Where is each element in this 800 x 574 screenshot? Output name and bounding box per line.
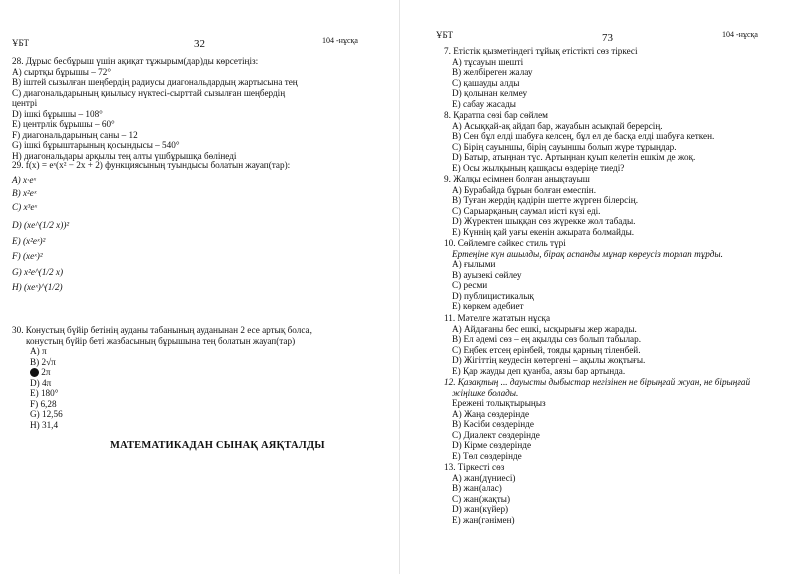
- question-12-instruction: Ережені толықтырыңыз: [452, 398, 546, 408]
- q30-option-e[interactable]: E) 180°: [30, 388, 59, 398]
- q30-option-c[interactable]: [12, 367, 312, 378]
- right-page: [400, 0, 800, 574]
- q29-option-b[interactable]: B) x²eˣ: [12, 188, 37, 198]
- right-page-number: 73: [602, 32, 613, 44]
- q9-option-e[interactable]: Е) Күннің қай уағы екенін ажырата болмайды.: [452, 226, 635, 237]
- q29-option-f[interactable]: F) (xeˣ)²: [12, 251, 43, 261]
- q13-option-e[interactable]: Е) жан(гәнімен): [452, 514, 515, 525]
- q30-option-b[interactable]: B) 2√π: [30, 356, 56, 367]
- question-7: [444, 46, 638, 109]
- q8-option-c[interactable]: С) Бірің сауыншы, бірің сауыншы болып жүре тұрыңдар.: [452, 141, 677, 152]
- test-end-heading: МАТЕМАТИКАДАН СЫНАҚ АЯҚТАЛДЫ: [110, 440, 325, 451]
- left-header-exam: ҰБТ: [12, 38, 30, 48]
- q29-option-h[interactable]: H) (xeˣ)^(1/2): [12, 282, 63, 292]
- q29-option-a[interactable]: A) x·eˣ: [12, 174, 37, 185]
- question-29-title: 29. f(x) = eˣ(x² − 2x + 2) функциясының туындысы болатын жауап(тар):: [12, 160, 291, 170]
- q13-option-a[interactable]: А) жан(дүниесі): [452, 472, 516, 483]
- q10-option-a[interactable]: А) ғылыми: [452, 259, 496, 269]
- q30-option-f[interactable]: F) 6,28: [30, 398, 57, 409]
- question-7-title: 7. Етістік қызметіндегі тұйық етістікті сөз тіркесі: [444, 46, 638, 56]
- q28-option-g[interactable]: G) ішкі бұрыштарының қосындысы – 540°: [12, 140, 180, 150]
- q8-option-a[interactable]: А) Асыққай-ақ айдап бар, жауабын асықпай берерсің.: [452, 120, 663, 131]
- q30-option-h[interactable]: H) 31,4: [30, 419, 59, 430]
- q30-option-a[interactable]: A) π: [30, 346, 47, 356]
- question-11-title: 11. Мәтелге жататын нұсқа: [444, 313, 551, 323]
- q29-option-e[interactable]: E) (x²eˣ)²: [12, 235, 46, 246]
- q12-option-d[interactable]: D) Кірме сөздерінде: [452, 440, 532, 450]
- question-10-sentence: Ертеңіне күн ашылды, бірақ аспанды мұнар көреусіз торлап тұрды.: [452, 248, 723, 259]
- left-header-variant: 104 -нұсқа: [322, 36, 358, 45]
- q9-option-c[interactable]: С) Сарыарқаның саумал иісті күзі еді.: [452, 205, 601, 216]
- q8-option-b[interactable]: В) Сен бұл елді шабуға келсең, бұл ел де басқа елді шабуға кеткен.: [452, 131, 715, 141]
- right-header-variant: 104 -нұсқа: [722, 30, 758, 39]
- question-11: [444, 313, 645, 376]
- q28-option-b[interactable]: B) іштей сызылған шеңбердің радиусы диагональдардың жартысына тең: [12, 77, 298, 87]
- question-9-title: 9. Жалқы есімнен болған анықтауыш: [444, 174, 590, 184]
- question-8-title: 8. Қаратпа сөзі бар сөйлем: [444, 110, 548, 120]
- question-29: [12, 160, 290, 298]
- q29-option-g[interactable]: G) x²e^(1/2 x): [12, 266, 64, 277]
- question-28-title: 28. Дұрыс бесбұрыш үшін ақиқат тұжырым(дар)ды көрсетіңіз:: [12, 56, 259, 66]
- q12-option-c[interactable]: С) Диалект сөздерінде: [452, 429, 540, 440]
- question-13-title: 13. Тіркесті сөз: [444, 462, 505, 472]
- q7-option-d[interactable]: D) қолынан келмеу: [452, 88, 528, 98]
- q12-option-e[interactable]: Е) Төл сөздерінде: [452, 450, 522, 461]
- q28-option-e[interactable]: E) центрлік бұрышы – 60°: [12, 119, 115, 129]
- question-9: [444, 174, 638, 237]
- question-30-title-cont: конустың бүйір беті жазбасының бұрышына тең болатын жауап(тар): [26, 335, 296, 346]
- question-28: [12, 56, 298, 161]
- q28-option-a[interactable]: А) сыртқы бұрышы – 72°: [12, 66, 111, 77]
- q7-option-e[interactable]: Е) сабау жасады: [452, 98, 516, 109]
- q13-option-b[interactable]: В) жан(алас): [452, 483, 502, 493]
- q7-option-c[interactable]: С) қашауды алды: [452, 77, 520, 88]
- q11-option-a[interactable]: А) Айдағаны бес ешкі, ысқырығы жер жарады.: [452, 323, 637, 334]
- q8-option-e[interactable]: Е) Осы жылқының қашқасы өздеріңе тиеді?: [452, 162, 625, 173]
- q28-option-h[interactable]: H) диагональдары арқылы тең алты үшбұрышқа бөлінеді: [12, 150, 237, 161]
- question-13: [444, 462, 516, 525]
- question-12-title: 12. Қазақтың ... дауысты дыбыстар негізінен не бірыңғай жуан, не бірыңғай: [444, 377, 751, 387]
- q11-option-c[interactable]: С) Еңбек етсең ерінбей, тояды қарның тіленбей.: [452, 344, 641, 355]
- question-10: [444, 238, 723, 312]
- q28-option-c-cont: центрі: [12, 98, 38, 108]
- q7-option-b[interactable]: В) желбіреген жалау: [452, 67, 533, 77]
- filled-answer-mark-icon: [30, 368, 39, 377]
- question-30: [12, 325, 312, 430]
- q30-option-d[interactable]: D) 4π: [30, 377, 52, 388]
- q12-option-b[interactable]: В) Кәсіби сөздерінде: [452, 419, 534, 429]
- q28-option-c[interactable]: C) диагональдарының қиылысу нүктесі-сырттай сызылған шеңбердің: [12, 87, 286, 98]
- question-30-title: 30. Конустың бүйір бетінің ауданы табанының ауданынан 2 есе артық болса,: [12, 325, 312, 335]
- question-8: [444, 110, 714, 173]
- q13-option-d[interactable]: D) жан(күйер): [452, 504, 509, 514]
- question-10-title: 10. Сөйлемге сәйкес стиль түрі: [444, 238, 566, 248]
- q10-option-c[interactable]: С) ресми: [452, 280, 488, 290]
- q13-option-c[interactable]: С) жан(жақты): [452, 493, 511, 504]
- q9-option-b[interactable]: В) Туған жердің қадірін шетте жүрген білерсің.: [452, 195, 638, 205]
- q30-option-g[interactable]: G) 12,56: [30, 409, 63, 419]
- q11-option-e[interactable]: Е) Қар жауды деп қуанба, аязы бар артында.: [452, 365, 626, 376]
- q29-option-d[interactable]: D) (xe^(1/2 x))²: [12, 220, 70, 230]
- right-header-exam: ҰБТ: [436, 30, 454, 40]
- q10-option-e[interactable]: Е) көркем әдебиет: [452, 301, 524, 311]
- q11-option-d[interactable]: D) Жігіттің кеудесін көтергені – ақылы жоқтығы.: [452, 355, 646, 365]
- question-12: [444, 377, 750, 461]
- q28-option-d[interactable]: D) ішкі бұрышы – 108°: [12, 108, 103, 119]
- q12-option-a[interactable]: А) Жаңа сөздерінде: [452, 408, 530, 419]
- q30-option-c-label: 2π: [41, 367, 51, 377]
- q10-option-d[interactable]: D) публицистикалық: [452, 290, 534, 301]
- q10-option-b[interactable]: В) ауызекі сөйлеу: [452, 269, 522, 280]
- q29-option-c[interactable]: C) x³eˣ: [12, 201, 37, 212]
- q7-option-a[interactable]: А) тұсауын шешті: [452, 56, 524, 67]
- q11-option-b[interactable]: В) Ел әдемі сөз – ең ақылды сөз болып табылар.: [452, 334, 642, 344]
- q9-option-a[interactable]: А) Бурабайда бұрын болған емеспін.: [452, 184, 597, 195]
- q9-option-d[interactable]: D) Жүректен шыққан сөз жүрекке жол табады.: [452, 216, 636, 226]
- q28-option-f[interactable]: F) диагональдарының саны – 12: [12, 129, 138, 140]
- question-12-title-cont: жіңішке болады.: [452, 387, 519, 398]
- left-page-number: 32: [194, 38, 205, 50]
- q8-option-d[interactable]: D) Батыр, атыңнан түс. Артыңнан қуып келетін ешкім де жоқ.: [452, 152, 696, 162]
